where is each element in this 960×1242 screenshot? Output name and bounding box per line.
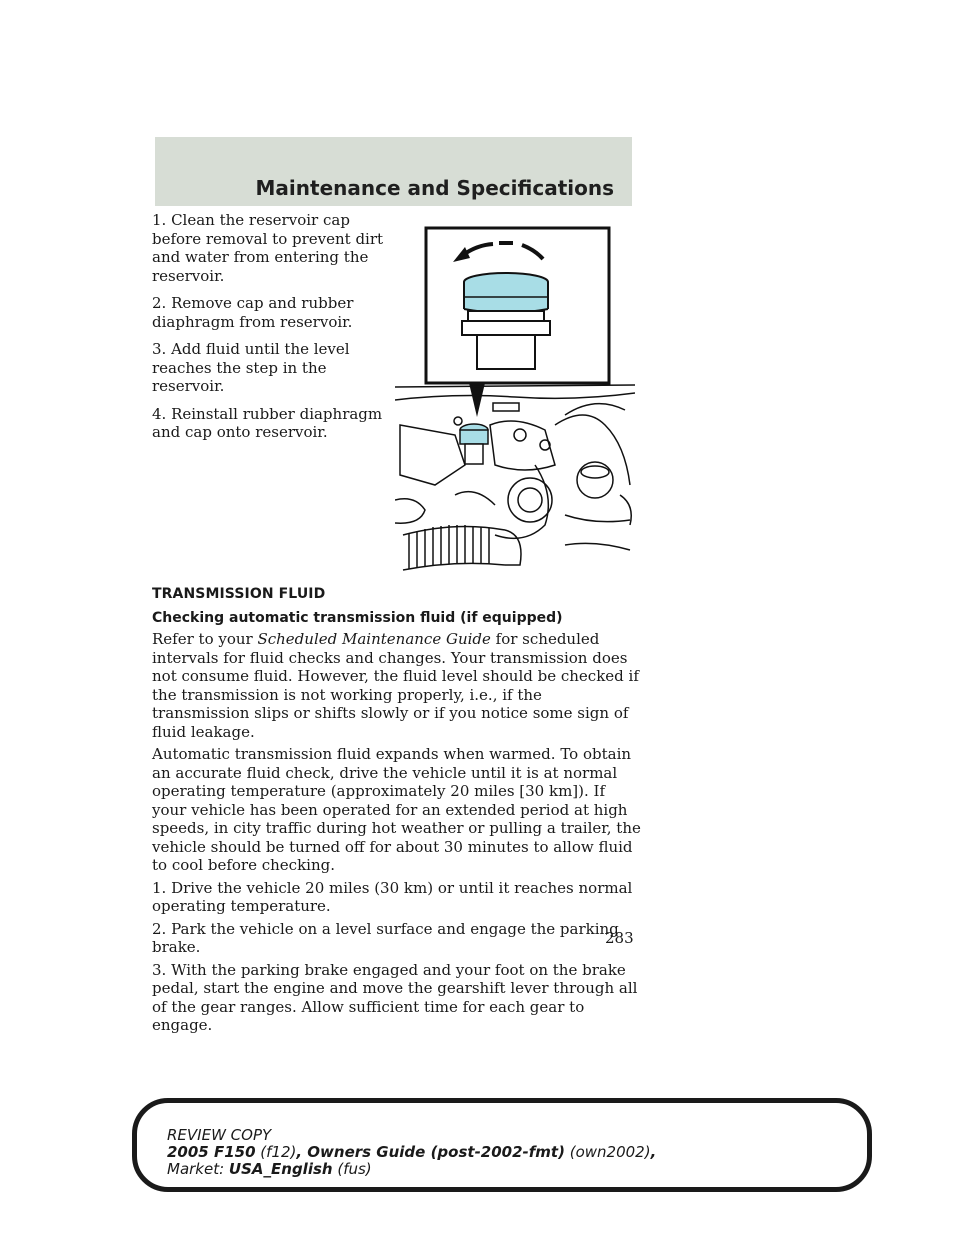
step-2: 2. Remove cap and rubber diaphragm from reservoir. [152,294,354,331]
reservoir-cap-engine-illustration [395,225,635,575]
warm-fluid-paragraph: Automatic transmission fluid expands when warmed. To obtain an accurate fluid check, drive the vehicle until it is at normal operating temperature (approximately 20 miles [30 km]). If your vehicle has been operated for an extended period at high speeds, in city traffic during hot weather or pulling a trailer, the vehicle should be turned off for about 30 minutes to allow fluid to cool before checking. [152,745,641,874]
review-copy-footer [132,1098,872,1192]
intro-paragraph: Refer to your Scheduled Maintenance Guide for scheduled intervals for fluid checks and changes. Your transmission does not consume fluid. However, the fluid level should be checked if the transmission is not working properly, i.e., if the transmission slips or shifts slowly or if you notice some sign of fluid leakage. [152,630,639,741]
review-copy-text [167,1127,656,1178]
guide-title: Scheduled Maintenance Guide [257,630,491,648]
review-line-1: REVIEW COPY [167,1126,272,1144]
reservoir-steps [152,211,384,451]
step-1: 1. Clean the reservoir cap before removal to prevent dirt and water from entering the reservoir. [152,211,384,285]
transmission-fluid-section [152,585,642,1039]
header-band [155,137,632,206]
step-3: 3. Add fluid until the level reaches the step in the reservoir. [152,340,350,395]
check-step-2: 2. Park the vehicle on a level surface and engage the parking brake. [152,919,619,956]
review-line-2: 2005 F150 (f12), Owners Guide (post-2002-fmt) (own2002), [167,1143,657,1161]
check-step-1: 1. Drive the vehicle 20 miles (30 km) or until it reaches normal operating temperature. [152,878,633,915]
section-subheading: Checking automatic transmission fluid (if equipped) [152,609,563,626]
check-step-3: 3. With the parking brake engaged and your foot on the brake pedal, start the engine and move the gearshift lever through all of the gear ranges. Allow sufficient time for each gear to engage. [152,960,638,1034]
step-4: 4. Reinstall rubber diaphragm and cap onto reservoir. [152,404,383,441]
review-line-3: Market: USA_English (fus) [167,1160,372,1178]
section-heading: TRANSMISSION FLUID [152,586,326,602]
page-number: 283 [605,929,634,947]
page-section-title: Maintenance and Specifications [255,176,614,200]
